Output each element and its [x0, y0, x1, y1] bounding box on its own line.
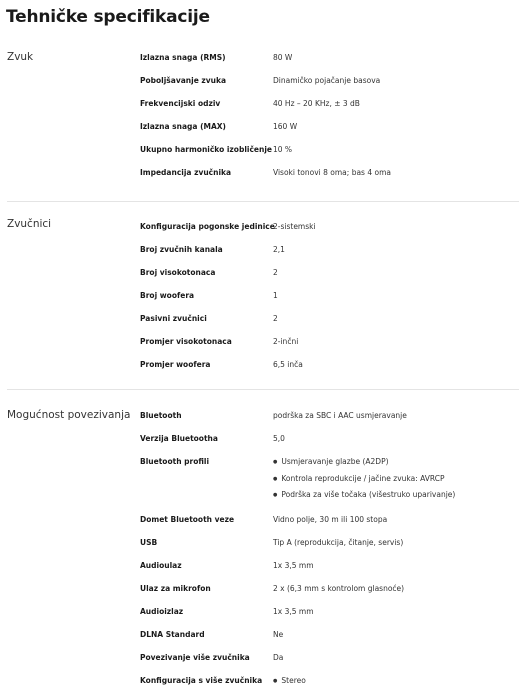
spec-value: 2-inčni	[273, 337, 299, 346]
page-title: Tehničke specifikacije	[6, 7, 210, 27]
spec-label: Konfiguracija pogonske jedinice	[140, 222, 275, 231]
section-title: Zvuk	[7, 51, 34, 63]
spec-value: 2-sistemski	[273, 222, 316, 231]
spec-row	[0, 583, 519, 597]
spec-label: Ukupno harmoničko izobličenje	[140, 145, 272, 154]
spec-label: Audioulaz	[140, 561, 182, 570]
spec-row	[0, 167, 519, 181]
spec-row	[0, 359, 519, 373]
spec-row	[0, 121, 519, 135]
spec-row	[0, 537, 519, 551]
spec-label: Impedancija zvučnika	[140, 168, 232, 177]
spec-value: Da	[273, 653, 284, 662]
spec-row	[0, 629, 519, 643]
bluetooth-profiles-list	[273, 456, 455, 506]
spec-row	[0, 606, 519, 620]
list-item: ● Podrška za više točaka (višestruko uparivanje)	[273, 489, 455, 506]
spec-label: Frekvencijski odziv	[140, 99, 221, 108]
spec-value: podrška za SBC i AAC usmjeravanje	[273, 411, 407, 420]
spec-value: Ne	[273, 630, 284, 639]
spec-label: Konfiguracija s više zvučnika	[140, 676, 263, 685]
section-divider	[7, 201, 519, 202]
spec-label: Povezivanje više zvučnika	[140, 653, 250, 662]
spec-row	[0, 675, 519, 689]
spec-label: Bluetooth	[140, 411, 182, 420]
spec-label: Broj woofera	[140, 291, 195, 300]
spec-label: Pasivni zvučnici	[140, 314, 207, 323]
spec-row	[0, 652, 519, 666]
spec-value: 10 %	[273, 145, 293, 154]
spec-value: 160 W	[273, 122, 298, 131]
spec-row	[0, 433, 519, 447]
spec-value: 2	[273, 314, 278, 323]
spec-value: 80 W	[273, 53, 293, 62]
spec-label: Poboljšavanje zvuka	[140, 76, 227, 85]
spec-label: USB	[140, 538, 158, 547]
spec-value: 2 x (6,3 mm s kontrolom glasnoće)	[273, 584, 405, 593]
list-item: ● Usmjeravanje glazbe (A2DP)	[273, 456, 455, 473]
spec-value: Vidno polje, 30 m ili 100 stopa	[273, 515, 388, 524]
spec-label: Promjer visokotonaca	[140, 337, 232, 346]
spec-row	[0, 410, 519, 424]
spec-value: 5,0	[273, 434, 285, 443]
spec-value: Dinamičko pojačanje basova	[273, 76, 381, 85]
section-title: Mogućnost povezivanja	[7, 409, 131, 421]
spec-label: Audioizlaz	[140, 607, 184, 616]
spec-row	[0, 98, 519, 112]
spec-label: Izlazna snaga (MAX)	[140, 122, 226, 131]
spec-row	[0, 514, 519, 528]
list-item: ● Kontrola reprodukcije / jačine zvuka: AVRCP	[273, 473, 455, 490]
spec-label: Domet Bluetooth veze	[140, 515, 235, 524]
spec-value: Tip A (reprodukcija, čitanje, servis)	[273, 538, 404, 547]
spec-row	[0, 244, 519, 258]
spec-label: DLNA Standard	[140, 630, 205, 639]
spec-label: Promjer woofera	[140, 360, 211, 369]
spec-row	[0, 290, 519, 304]
spec-row	[0, 336, 519, 350]
spec-value: Visoki tonovi 8 oma; bas 4 oma	[273, 168, 391, 177]
spec-value: 6,5 inča	[273, 360, 303, 369]
spec-row	[0, 456, 519, 506]
spec-value: 2,1	[273, 245, 285, 254]
spec-label: Bluetooth profili	[140, 457, 210, 466]
spec-value-list	[273, 456, 455, 506]
spec-row	[0, 267, 519, 281]
spec-value: 1x 3,5 mm	[273, 607, 314, 616]
multi-speaker-list	[273, 675, 306, 689]
spec-value: 40 Hz – 20 KHz, ± 3 dB	[273, 99, 360, 108]
list-item: ● Stereo	[273, 675, 306, 689]
spec-label: Broj visokotonaca	[140, 268, 216, 277]
spec-value: 1x 3,5 mm	[273, 561, 314, 570]
spec-label: Izlazna snaga (RMS)	[140, 53, 226, 62]
spec-label: Verzija Bluetootha	[140, 434, 218, 443]
spec-label: Ulaz za mikrofon	[140, 584, 211, 593]
spec-row	[0, 221, 519, 235]
spec-label: Broj zvučnih kanala	[140, 245, 223, 254]
spec-value: 1	[273, 291, 278, 300]
spec-row	[0, 560, 519, 574]
spec-value: 2	[273, 268, 278, 277]
spec-value-list	[273, 675, 306, 689]
spec-row	[0, 75, 519, 89]
section-title: Zvučnici	[7, 218, 52, 230]
section-divider	[7, 389, 519, 390]
spec-row	[0, 52, 519, 66]
spec-row	[0, 313, 519, 327]
spec-row	[0, 144, 519, 158]
